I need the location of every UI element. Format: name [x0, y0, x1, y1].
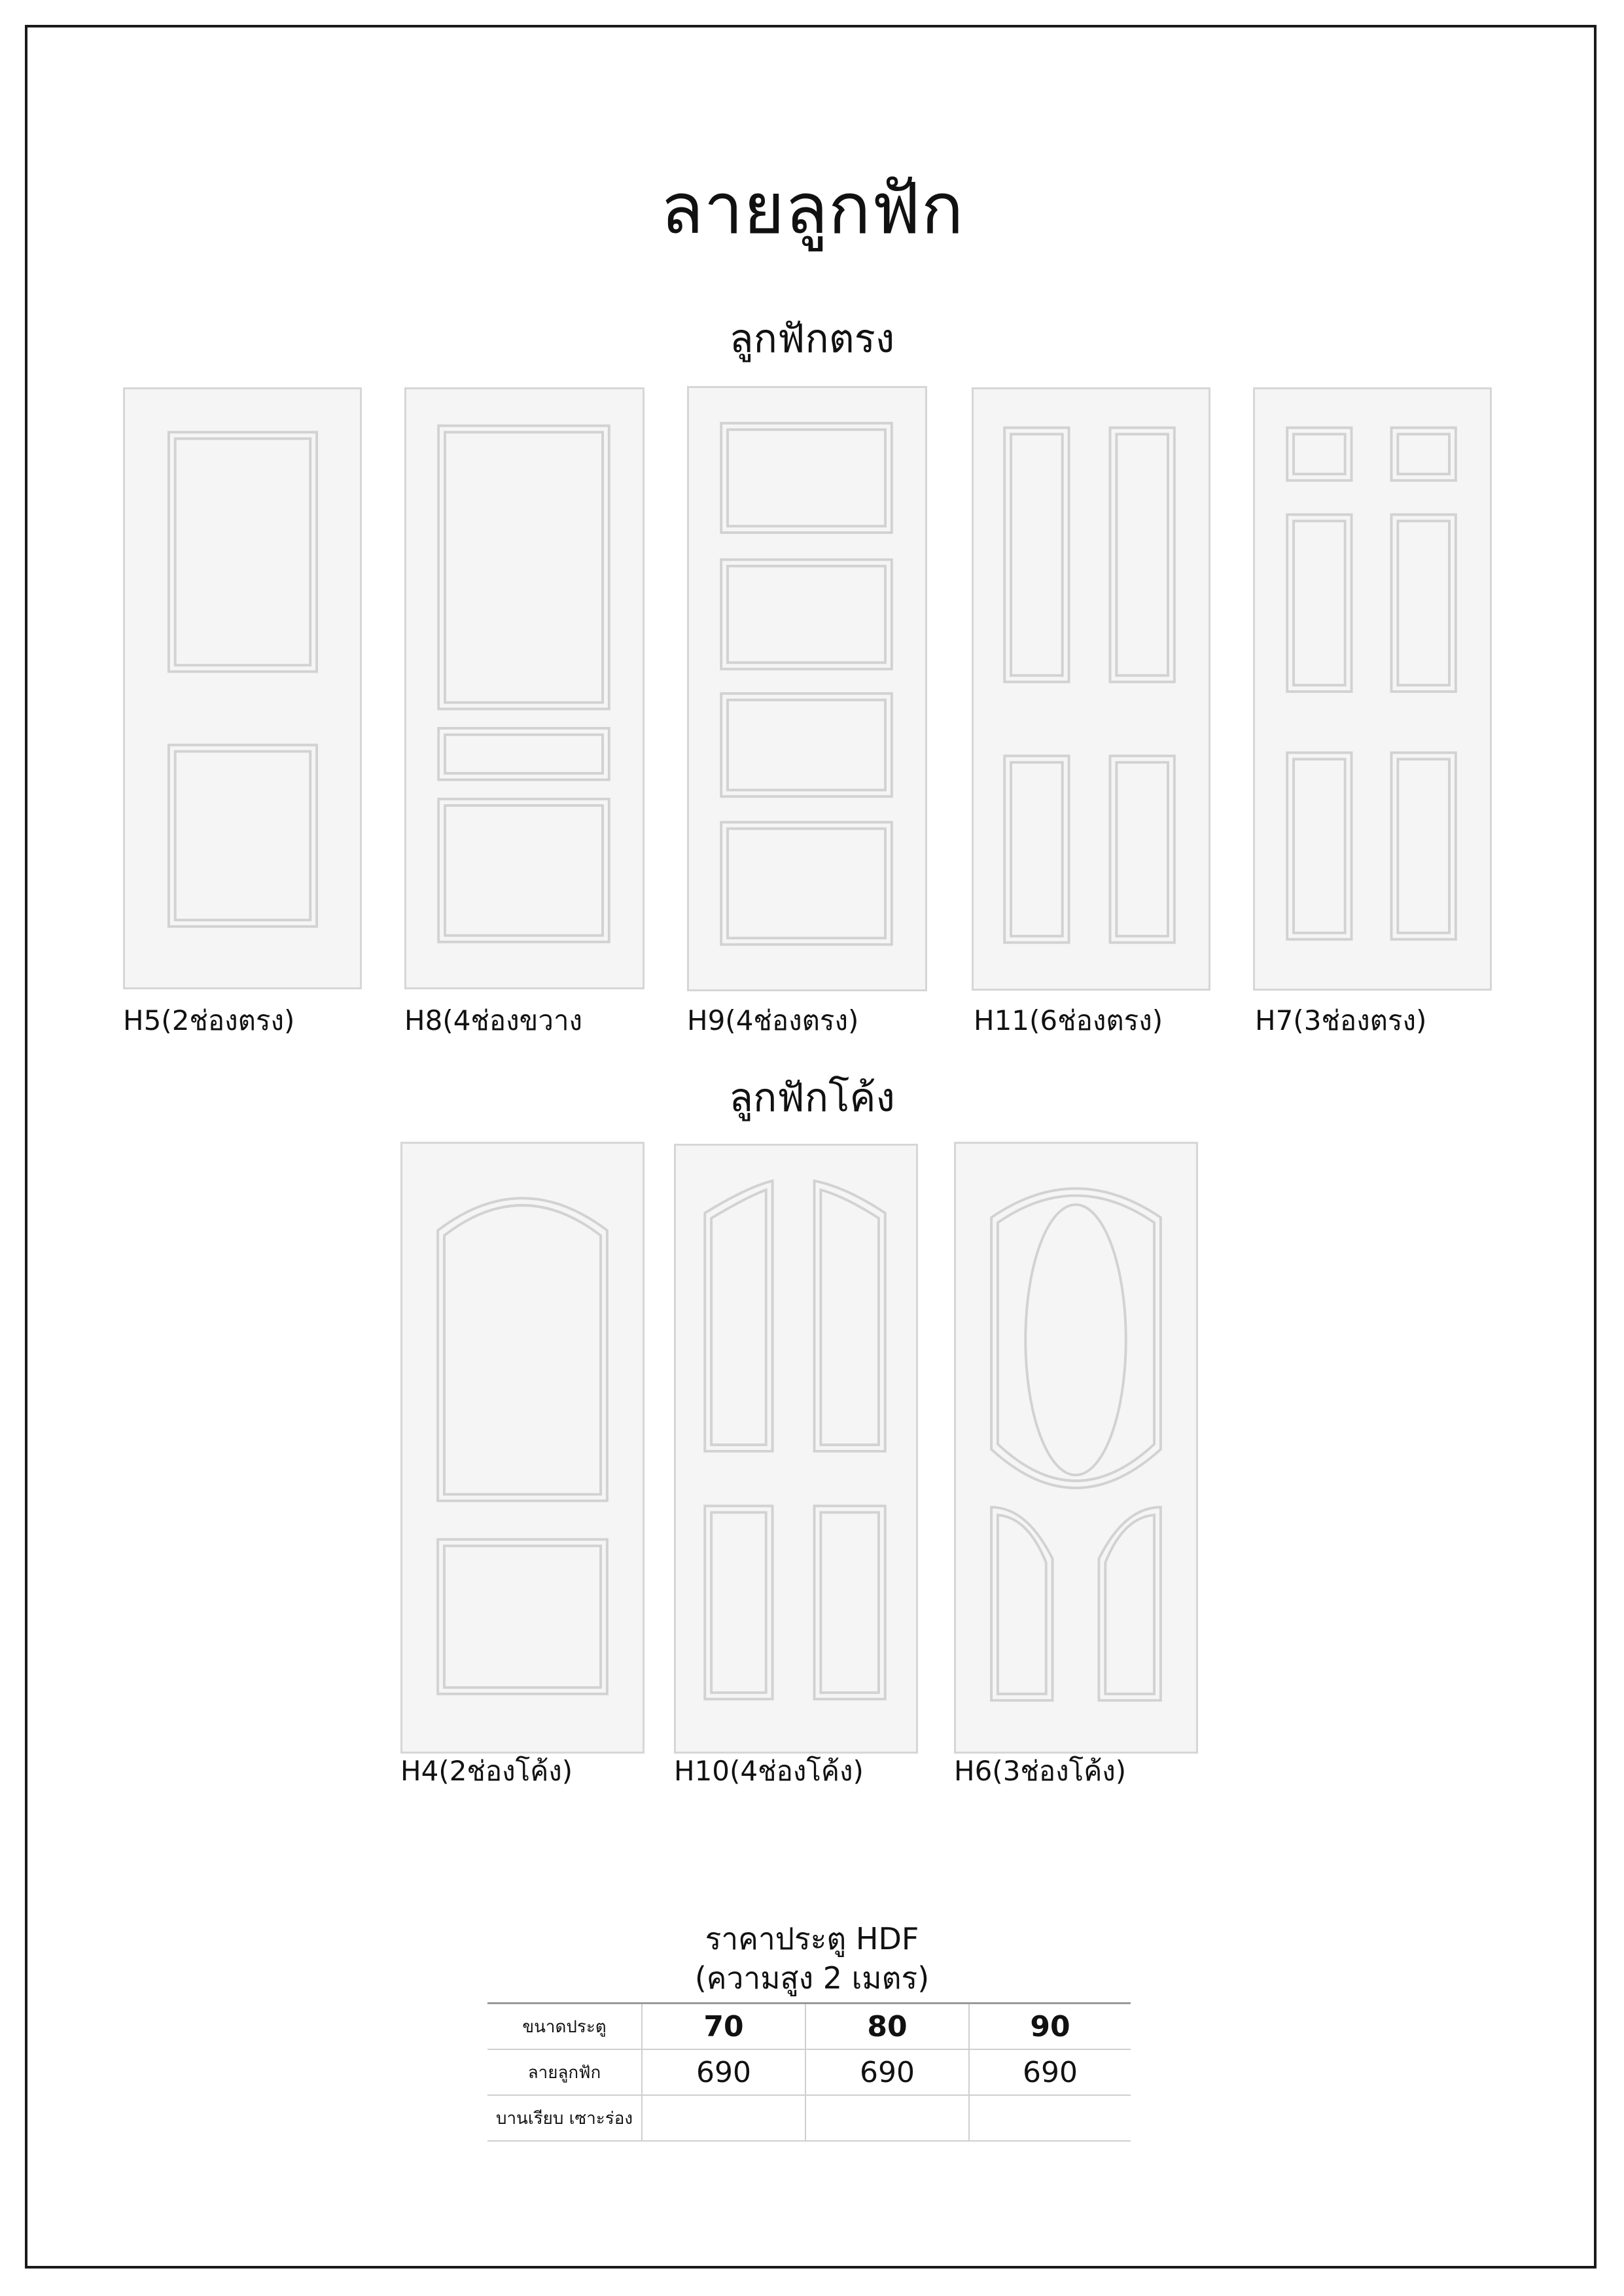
door-label-h11: H11(6ช่องตรง): [974, 1004, 1163, 1036]
price-cell: [642, 2095, 805, 2141]
door-label-h9: H9(4ช่องตรง): [687, 1004, 859, 1036]
size-70: 70: [642, 2004, 805, 2050]
price-cell: 690: [642, 2049, 805, 2095]
door-label-h4: H4(2ช่องโค้ง): [400, 1755, 573, 1787]
door-image-h5: [123, 387, 362, 989]
price-cell: 690: [969, 2049, 1131, 2095]
door-image-h6: [954, 1142, 1198, 1754]
door-label-h5: H5(2ช่องตรง): [123, 1004, 295, 1036]
price-table-header-row: [487, 2004, 1131, 2050]
door-label-h8: H8(4ช่องขวาง: [404, 1004, 583, 1036]
section-title-straight: ลูกฟักตรง: [729, 316, 895, 362]
size-90: 90: [969, 2004, 1131, 2050]
door-image-h4: [400, 1142, 644, 1754]
size-header-label: ขนาดประตู: [487, 2004, 642, 2050]
price-table: [487, 2002, 1131, 2142]
door-label-h6: H6(3ช่องโค้ง): [954, 1755, 1127, 1787]
price-row-flush-grooved: [487, 2095, 1131, 2141]
size-80: 80: [805, 2004, 969, 2050]
price-caption-subtitle: (ความสูง 2 เมตร): [694, 1960, 930, 1996]
door-image-h7: [1253, 387, 1492, 991]
price-cell: [969, 2095, 1131, 2141]
price-row-panel: [487, 2049, 1131, 2095]
page-title: ลายลูกฟัก: [660, 168, 964, 250]
price-cell: 690: [805, 2049, 969, 2095]
door-image-h10: [674, 1144, 918, 1754]
row-label-flush-grooved: บานเรียบ เซาะร่อง: [487, 2095, 642, 2141]
price-caption-title: ราคาประตู HDF: [705, 1921, 919, 1956]
row-label-panel: ลายลูกฟัก: [487, 2049, 642, 2095]
door-image-h11: [972, 387, 1210, 991]
price-cell: [805, 2095, 969, 2141]
door-image-h8: [404, 387, 644, 989]
door-image-h9: [687, 386, 927, 991]
door-label-h10: H10(4ช่องโค้ง): [674, 1755, 864, 1787]
section-title-curved: ลูกฟักโค้ง: [729, 1075, 895, 1121]
door-label-h7: H7(3ช่องตรง): [1255, 1004, 1427, 1036]
